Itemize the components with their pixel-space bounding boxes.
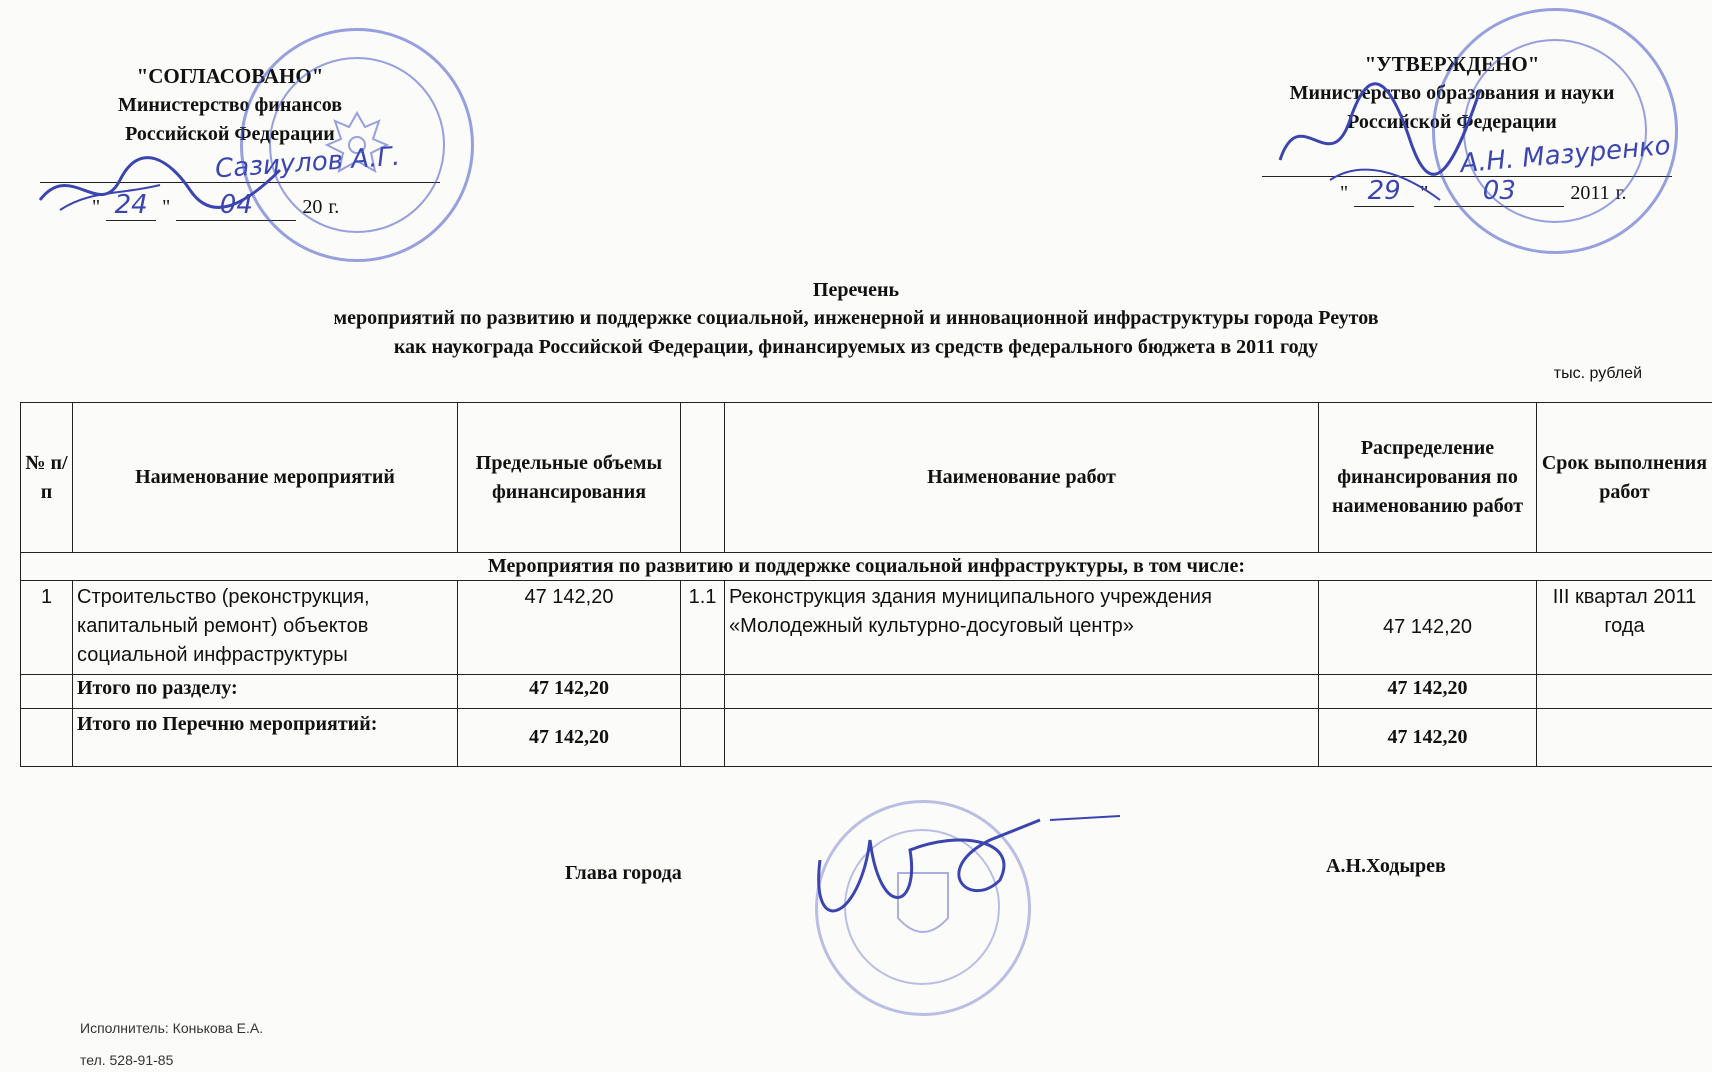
header-distribution: Распределение финансирования по наименованию работ — [1319, 403, 1537, 553]
right-approval-line1: Министерство образования и науки — [1289, 82, 1615, 104]
left-approval-line1: Министерство финансов — [117, 94, 343, 116]
document-title-line3: как наукограда Российской Федерации, финансируемых из средств федерального бюджета в 2011 году — [393, 336, 1319, 358]
header-blank — [681, 403, 725, 553]
grand-total-label: Итого по Перечню мероприятий: — [73, 709, 458, 767]
row-event-name: Строительство (реконструкция, капитальный ремонт) объектов социальной инфраструктуры — [73, 581, 458, 675]
executor-phone: тел. 528-91-85 — [80, 1052, 174, 1068]
row-sub-num: 1.1 — [681, 581, 725, 675]
right-date-year-suffix: г. — [1615, 182, 1627, 204]
header-event-name: Наименование мероприятий — [73, 403, 458, 553]
section-total-row — [21, 675, 1712, 709]
header-deadline: Срок выполнения работ — [1537, 403, 1712, 553]
header-num: № п/п — [21, 403, 73, 553]
left-approval-line2: Российской Федерации — [125, 123, 335, 145]
grand-total-row — [21, 709, 1712, 767]
grand-total-distribution: 47 142,20 — [1319, 709, 1537, 767]
section-row — [21, 553, 1712, 581]
header-work-name: Наименование работ — [725, 403, 1319, 553]
right-date-day: 29 — [1354, 176, 1414, 207]
footer-name: А.Н.Ходырев — [1326, 855, 1446, 877]
section-total-distribution: 47 142,20 — [1319, 675, 1537, 709]
events-table — [20, 402, 1712, 767]
right-date-month: 03 — [1434, 176, 1564, 207]
executor-label: Исполнитель: Конькова Е.А. — [80, 1020, 264, 1036]
left-signer-handwritten: Сазиулов А.Г. — [214, 141, 401, 185]
left-signature-scribble-icon — [30, 140, 290, 230]
left-approval-heading: "СОГЛАСОВАНО" — [136, 64, 324, 88]
row-limit-volume: 47 142,20 — [458, 581, 681, 675]
table-header-row — [21, 403, 1712, 553]
right-signature-scribble-icon — [1270, 60, 1490, 210]
right-approval-heading: "УТВЕРЖДЕНО" — [1364, 52, 1540, 76]
document-title-line2: мероприятий по развитию и поддержке социальной, инженерной и инновационной инфраструктуры города Реутов — [333, 307, 1379, 329]
left-date: " 24 " 04 20 г. — [92, 190, 340, 220]
grand-total-limit: 47 142,20 — [458, 709, 681, 767]
units-label: тыс. рублей — [1553, 365, 1642, 382]
row-work-name: Реконструкция здания муниципального учреждения «Молодежный культурно-досуговый центр» — [725, 581, 1319, 675]
table-row — [21, 581, 1712, 675]
row-deadline: III квартал 2011 года — [1537, 581, 1712, 675]
section-title: Мероприятия по развитию и поддержке социальной инфраструктуры, в том числе: — [21, 553, 1712, 581]
header-limit-volume: Предельные объемы финансирования — [458, 403, 681, 553]
right-date-year: 2011 — [1570, 182, 1610, 204]
left-date-day: 24 — [106, 190, 156, 221]
right-approval-line2: Российской Федерации — [1347, 111, 1557, 133]
footer-position: Глава города — [565, 862, 682, 884]
left-date-year-suffix: г. — [328, 196, 340, 218]
left-date-month: 04 — [176, 190, 296, 221]
eagle-emblem-icon — [317, 105, 397, 185]
head-signature-scribble-icon — [800, 800, 1130, 960]
right-signer-handwritten: А.Н. Мазуренко — [1459, 130, 1672, 180]
row-distribution: 47 142,20 — [1319, 581, 1537, 675]
document-title-line1: Перечень — [812, 279, 900, 301]
section-total-label: Итого по разделу: — [73, 675, 458, 709]
left-date-year: 20 — [302, 196, 323, 218]
section-total-limit: 47 142,20 — [458, 675, 681, 709]
row-num: 1 — [21, 581, 73, 675]
right-date: " 29 " 03 2011 г. — [1340, 176, 1627, 206]
